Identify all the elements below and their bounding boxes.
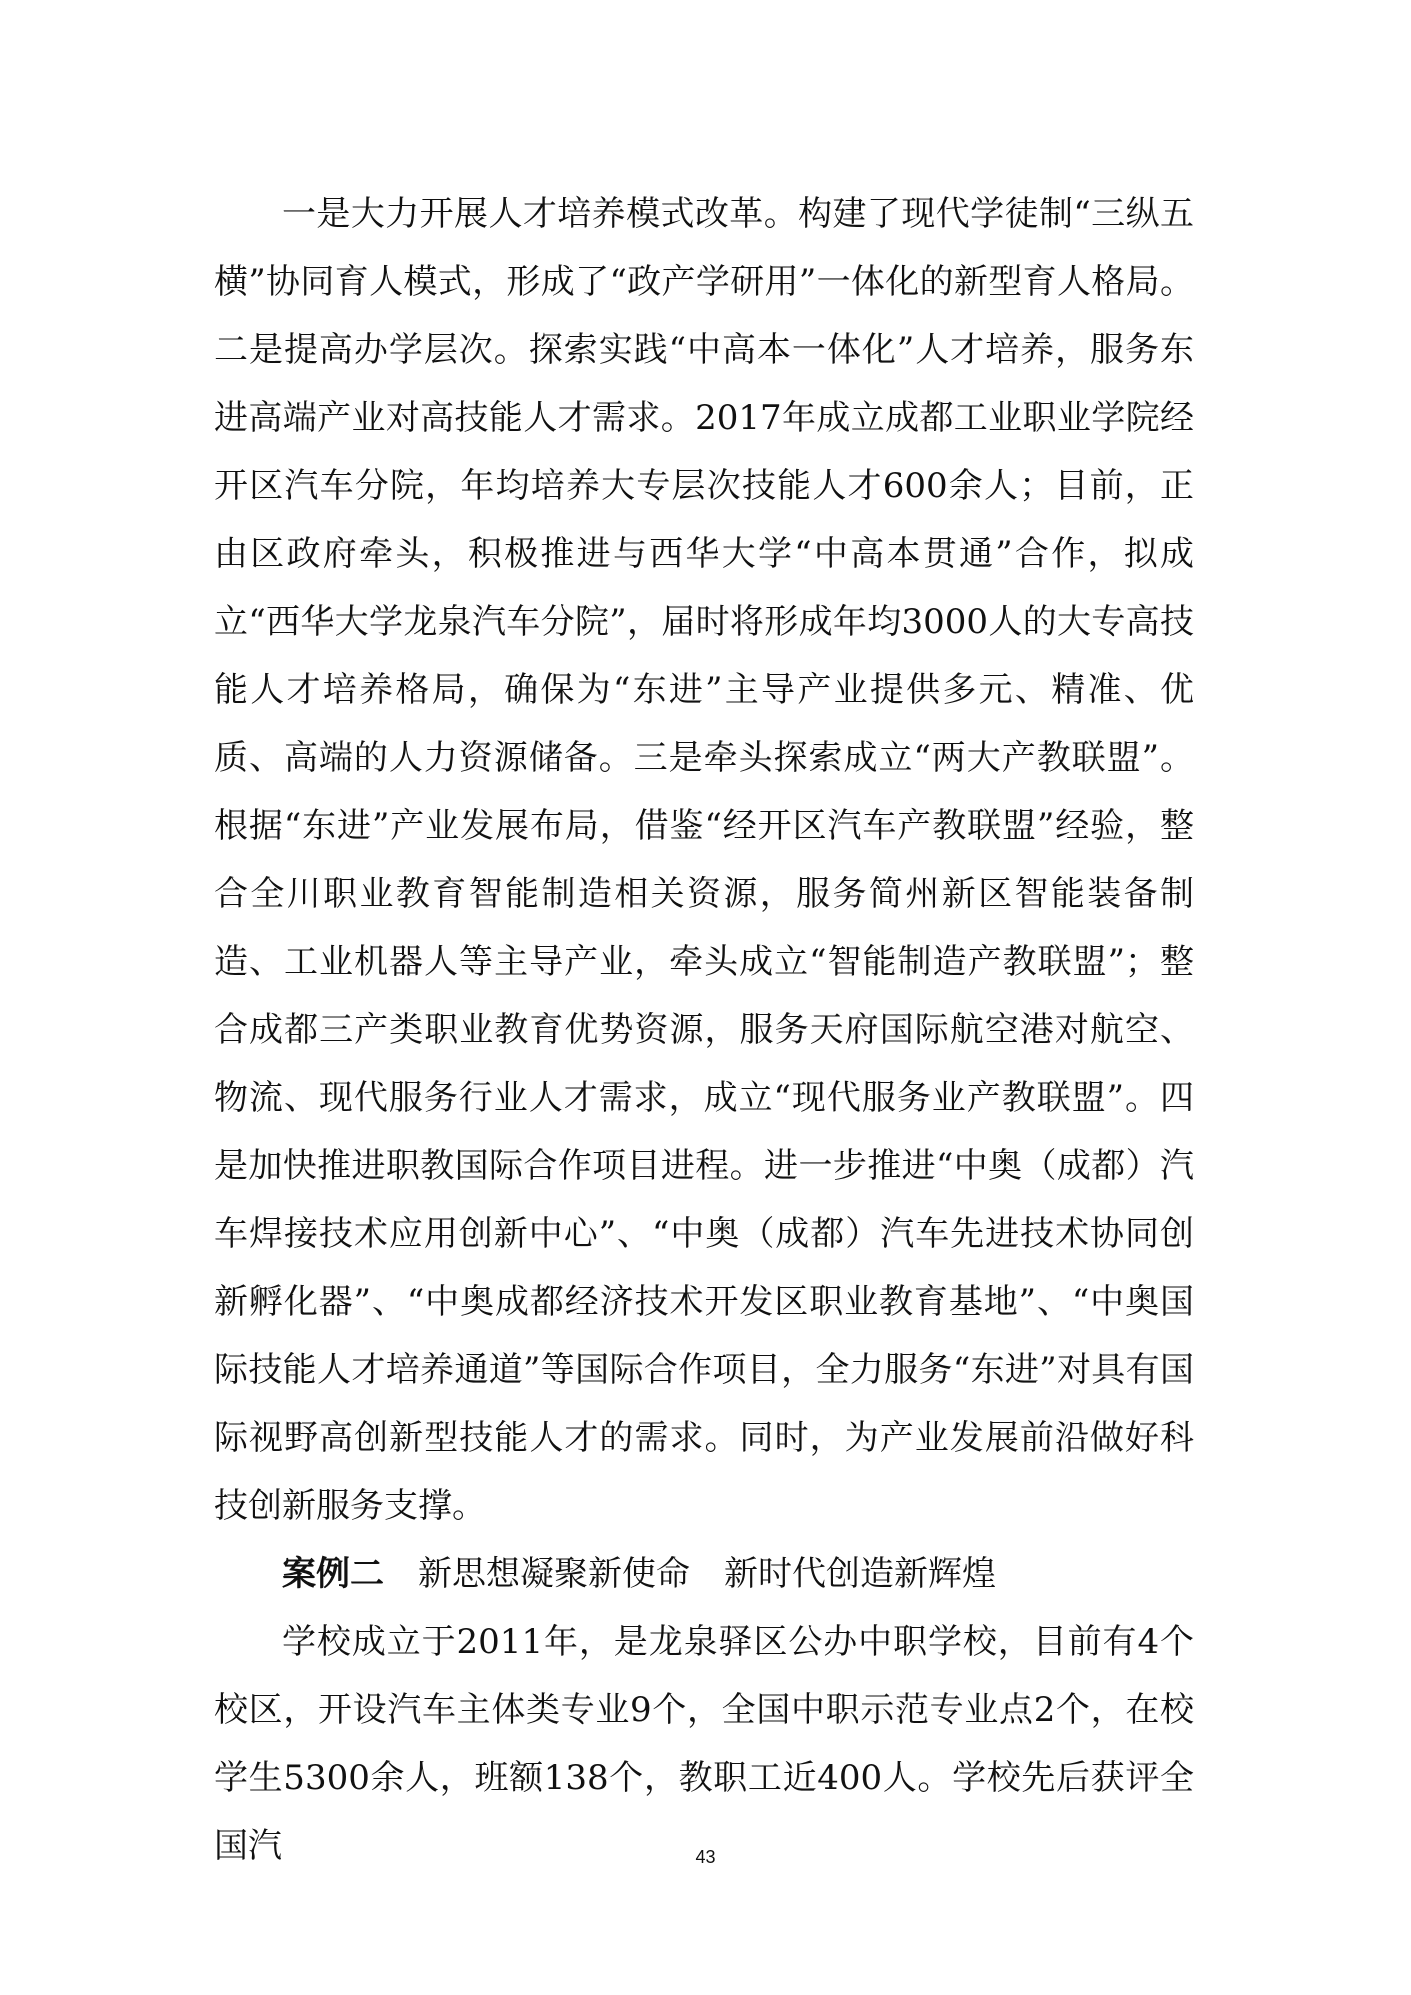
page-number: 43 xyxy=(695,1847,716,1867)
body-paragraph-school-intro: 学校成立于2011年，是龙泉驿区公办中职学校，目前有4个校区，开设汽车主体类专业9个，全国中职示范专业点2个，在校学生5300余人，班额138个，教职工近400人。学校先后获评全国汽 xyxy=(214,1622,1194,1866)
page-body xyxy=(214,180,1194,1880)
body-paragraph-reforms: 一是大力开展人才培养模式改革。构建了现代学徒制“三纵五横”协同育人模式，形成了“政产学研用”一体化的新型育人格局。二是提高办学层次。探索实践“中高本一体化”人才培养，服务东进高端产业对高技能人才需求。2017年成立成都工业职业学院经开区汽车分院，年均培养大专层次技能人才600余人；目前，正由区政府牵头，积极推进与西华大学“中高本贯通”合作，拟成立“西华大学龙泉汽车分院”，届时将形成年均3000人的大专高技能人才培养格局，确保为“东进”主导产业提供多元、精准、优质、高端的人力资源储备。三是牵头探索成立“两大产教联盟”。根据“东进”产业发展布局，借鉴“经开区汽车产教联盟”经验，整合全川职业教育智能制造相关资源，服务简州新区智能装备制造、工业机器人等主导产业，牵头成立“智能制造产教联盟”；整合成都三产类职业教育优势资源，服务天府国际航空港对航空、物流、现代服务行业人才需求，成立“现代服务业产教联盟”。四是加快推进职教国际合作项目进程。进一步推进“中奥（成都）汽车焊接技术应用创新中心”、“中奥（成都）汽车先进技术协同创新孵化器”、“中奥成都经济技术开发区职业教育基地”、“中奥国际技能人才培养通道”等国际合作项目，全力服务“东进”对具有国际视野高创新型技能人才的需求。同时，为产业发展前沿做好科技创新服务支撑。 xyxy=(214,194,1194,1526)
case-heading-part-1: 新思想凝聚新使命 xyxy=(418,1554,690,1594)
case-heading-label: 案例二 xyxy=(282,1554,384,1594)
case-heading xyxy=(214,1540,1194,1608)
case-heading-part-2: 新时代创造新辉煌 xyxy=(724,1554,996,1594)
